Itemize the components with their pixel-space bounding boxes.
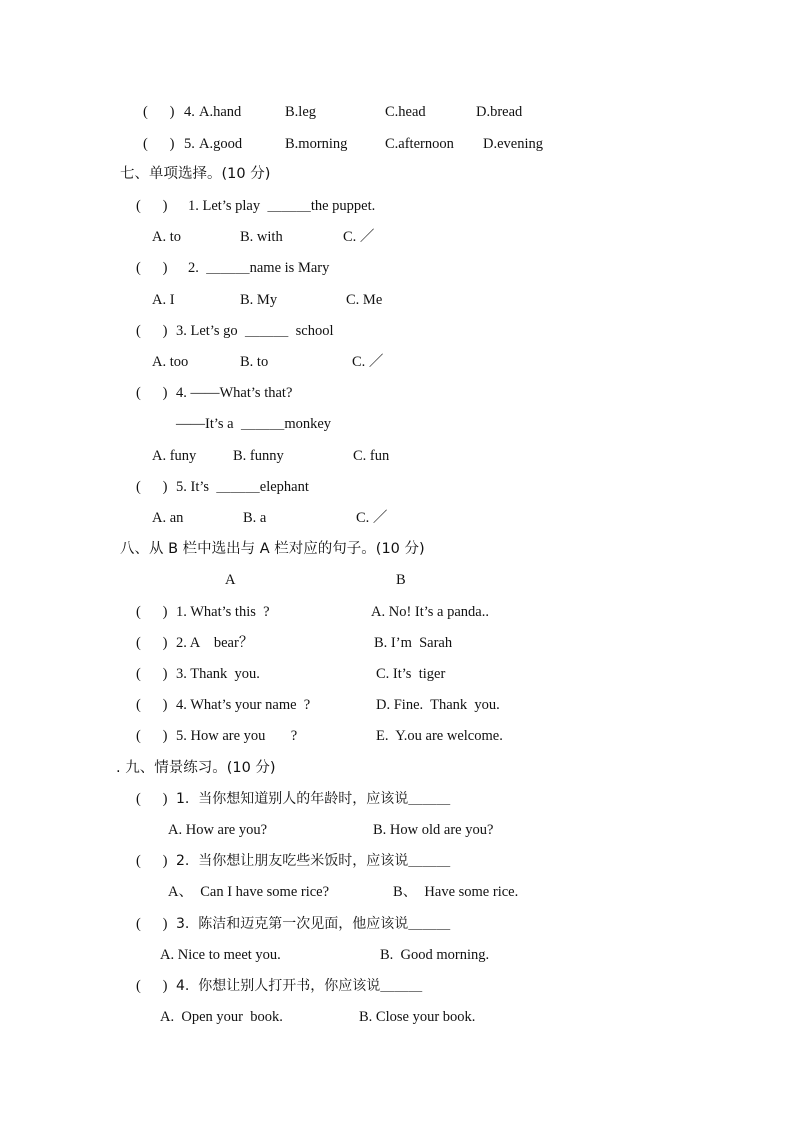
sentence-b: B. I’m Sarah [374, 635, 453, 651]
option-c: C.head [385, 104, 426, 120]
sentence-a: 1. What’s this ? [176, 604, 270, 620]
sentence-a: 2. A bear？ [176, 635, 254, 651]
question-number: 5. [184, 136, 195, 152]
question-stem: 4. ——What’s that? [176, 385, 293, 401]
option-b: B. a [243, 510, 267, 526]
question-stem: 5. It’s ＿＿＿elephant [176, 479, 309, 495]
section7-heading: 七、单项选择。(10 分) [120, 166, 271, 182]
section8-heading: 八、从 B 栏中选出与 A 栏对应的句子。(10 分) [120, 541, 425, 557]
option-a: A. I [152, 292, 175, 308]
option-b: B. funny [233, 448, 284, 464]
question-stem: 1. 当你想知道别人的年龄时，应该说＿＿＿ [176, 791, 451, 807]
option-b: B. Good morning. [380, 947, 490, 963]
answer-paren[interactable]: ( ) [136, 198, 168, 214]
answer-paren[interactable]: ( ) [143, 136, 175, 152]
sentence-b: D. Fine. Thank you. [376, 697, 500, 713]
sentence-a: 5. How are you ? [176, 728, 298, 744]
option-a: A. too [152, 354, 189, 370]
question-stem: 2. 当你想让朋友吃些米饭时，应该说＿＿＿ [176, 853, 451, 869]
sentence-b: E. Y.ou are welcome. [376, 728, 503, 744]
answer-paren[interactable]: ( ) [136, 978, 168, 994]
answer-paren[interactable]: ( ) [136, 697, 168, 713]
question-stem: 3. Let’s go ＿＿＿ school [176, 323, 334, 339]
question-stem-line2: ——It’s a ＿＿＿monkey [176, 416, 332, 432]
section9-heading: . 九、情景练习。(10 分) [116, 760, 276, 776]
option-a: A. funy [152, 448, 197, 464]
option-a: A.hand [199, 104, 242, 120]
sentence-b: C. It’s tiger [376, 666, 446, 682]
question-number: 4. [184, 104, 195, 120]
option-a: A. an [152, 510, 184, 526]
answer-paren[interactable]: ( ) [136, 260, 168, 276]
option-b: B.leg [285, 104, 317, 120]
option-c: C. ／ [356, 510, 388, 526]
answer-paren[interactable]: ( ) [136, 791, 168, 807]
column-b-label: B [396, 572, 406, 588]
option-a: A.good [199, 136, 243, 152]
question-stem: 1. Let’s play ＿＿＿the puppet. [188, 198, 376, 214]
answer-paren[interactable]: ( ) [136, 853, 168, 869]
answer-paren[interactable]: ( ) [143, 104, 175, 120]
question-stem: 3. 陈洁和迈克第一次见面，他应该说＿＿＿ [176, 916, 451, 932]
option-b: B、 Have some rice. [393, 884, 519, 900]
answer-paren[interactable]: ( ) [136, 385, 168, 401]
answer-paren[interactable]: ( ) [136, 604, 168, 620]
option-c: C. fun [353, 448, 390, 464]
option-b: B. My [240, 292, 278, 308]
answer-paren[interactable]: ( ) [136, 479, 168, 495]
answer-paren[interactable]: ( ) [136, 666, 168, 682]
option-d: D.bread [476, 104, 523, 120]
column-a-label: A [225, 572, 236, 588]
sentence-a: 3. Thank you. [176, 666, 260, 682]
answer-paren[interactable]: ( ) [136, 635, 168, 651]
option-c: C. ／ [343, 229, 375, 245]
question-stem: 4. 你想让别人打开书，你应该说＿＿＿ [176, 978, 423, 994]
sentence-b: A. No! It’s a panda.. [371, 604, 489, 620]
option-c: C. Me [346, 292, 383, 308]
option-b: B. How old are you? [373, 822, 494, 838]
option-a: A. to [152, 229, 181, 245]
answer-paren[interactable]: ( ) [136, 916, 168, 932]
question-stem: 2. ＿＿＿name is Mary [188, 260, 330, 276]
option-a: A. How are you? [168, 822, 268, 838]
sentence-a: 4. What’s your name ? [176, 697, 311, 713]
option-a: A、 Can I have some rice? [168, 884, 330, 900]
option-b: B. with [240, 229, 283, 245]
option-a: A. Nice to meet you. [160, 947, 281, 963]
answer-paren[interactable]: ( ) [136, 728, 168, 744]
option-b: B.morning [285, 136, 348, 152]
option-c: C. ／ [352, 354, 384, 370]
option-a: A. Open your book. [160, 1009, 283, 1025]
option-c: C.afternoon [385, 136, 454, 152]
option-b: B. Close your book. [359, 1009, 476, 1025]
option-d: D.evening [483, 136, 543, 152]
answer-paren[interactable]: ( ) [136, 323, 168, 339]
option-b: B. to [240, 354, 269, 370]
